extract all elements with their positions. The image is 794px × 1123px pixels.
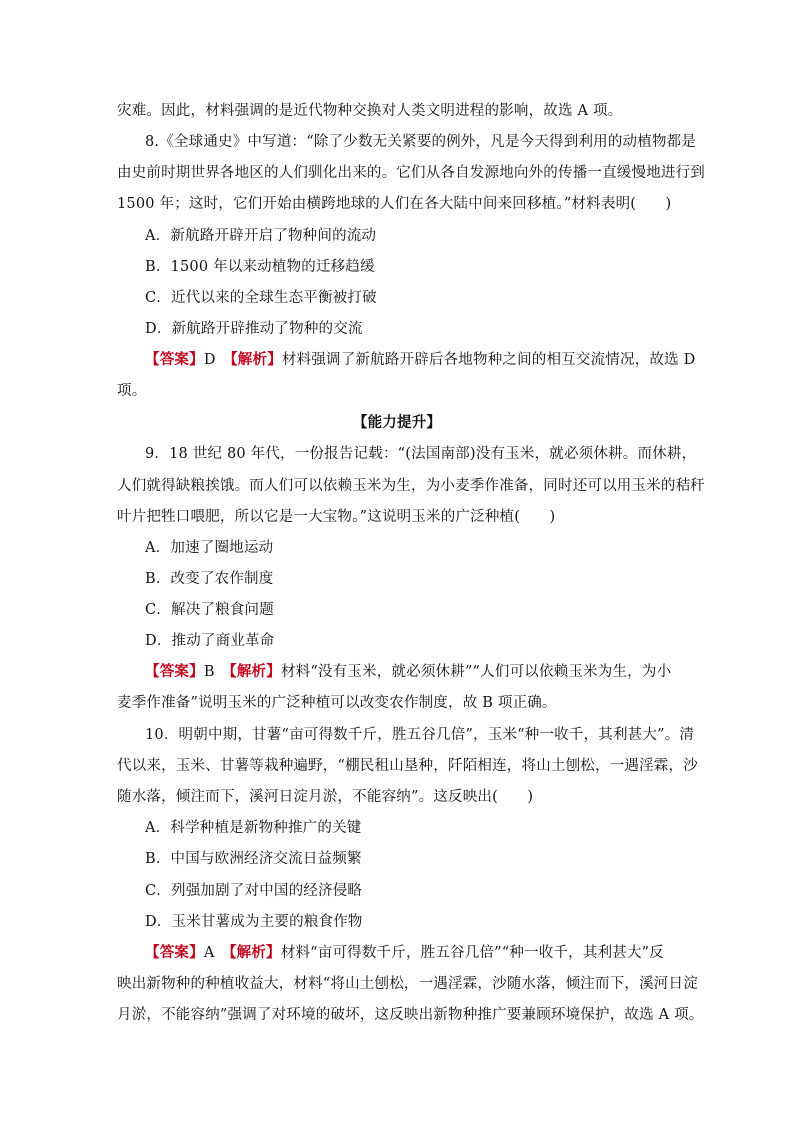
question-9-analysis-line: 麦季作准备”说明玉米的广泛种植可以改变农作制度，故 B 项正确。: [117, 695, 557, 711]
answer-tag: 【答案】: [145, 663, 204, 680]
paragraph-line: 灾难。因此，材料强调的是近代物种交换对人类文明进程的影响，故选 A 项。: [117, 103, 623, 119]
question-10-analysis-line: 映出新物种的种植收益大，材料“将山土刨松，一遇淫霖，沙随水落，倾注而下，溪河日淀: [117, 976, 698, 992]
question-9-option-c: C．解决了粮食问题: [145, 602, 274, 618]
question-10-option-b: B．中国与欧洲经济交流日益频繁: [145, 851, 362, 867]
question-8-option-c: C．近代以来的全球生态平衡被打破: [145, 290, 377, 306]
question-8-answer: [145, 350, 695, 370]
question-10-stem-line: 代以来，玉米、甘薯等栽种遍野，“棚民租山垦种，阡陌相连，将山土刨松，一遇淫霖，沙: [117, 758, 698, 774]
question-9-option-d: D．推动了商业革命: [145, 633, 275, 649]
question-8-stem-line: 1500 年；这时，它们开始由横跨地球的人们在各大陆中间来回移植。”材料表明( ): [117, 196, 672, 212]
question-8-option-a: A．新航路开辟开启了物种间的流动: [145, 228, 377, 244]
question-10-option-a: A．科学种植是新物种推广的关键: [145, 820, 362, 836]
question-9-option-b: B．改变了农作制度: [145, 571, 274, 587]
question-9-stem: 9．18 世纪 80 年代，一份报告记载：“(法国南部)没有玉米，就必须休耕。而休耕，: [145, 446, 697, 462]
question-8-analysis-line: 项。: [117, 383, 147, 399]
analysis-tag: 【解析】: [229, 944, 281, 961]
question-10-option-d: D．玉米甘薯成为主要的粮食作物: [145, 914, 363, 930]
analysis-tag: 【解析】: [229, 663, 281, 680]
answer-value: B: [203, 664, 230, 680]
section-heading: 【能力提升】: [352, 414, 442, 431]
answer-value: D: [203, 352, 231, 368]
analysis-text: 材料“没有玉米，就必须休耕”“人们可以依赖玉米为生，为小: [280, 664, 672, 680]
question-9-stem-line: 人们就得缺粮挨饿。而人们可以依赖玉米为生，为小麦季作准备，同时还可以用玉米的秸秆: [117, 478, 705, 494]
question-8-stem-line: 由史前时期世界各地区的人们驯化出来的。它们从各自发源地向外的传播一直缓慢地进行到: [117, 165, 705, 181]
answer-tag: 【答案】: [145, 351, 204, 368]
analysis-text: 材料“亩可得数千斤，胜五谷几倍”“种一收千，其利甚大”反: [280, 945, 664, 961]
analysis-text: 材料强调了新航路开辟后各地物种之间的相互交流情况，故选 D: [281, 352, 696, 368]
question-10-option-c: C．列强加剧了对中国的经济侵略: [145, 883, 363, 899]
question-8-option-d: D．新航路开辟推动了物种的交流: [145, 321, 363, 337]
answer-tag: 【答案】: [145, 944, 204, 961]
question-9-stem-line: 叶片把牲口喂肥，所以它是一大宝物。”这说明玉米的广泛种植( ): [117, 509, 556, 525]
question-8-stem: 8.《全球通史》中写道：“除了少数无关紧要的例外，凡是今天得到利用的动植物都是: [145, 134, 697, 150]
question-9-answer: [145, 662, 671, 682]
question-10-stem-line: 随水落，倾注而下，溪河日淀月淤，不能容纳”。这反映出( ): [117, 789, 534, 805]
analysis-tag: 【解析】: [230, 351, 282, 368]
question-8-option-b: B．1500 年以来动植物的迁移趋缓: [145, 259, 375, 275]
question-9-option-a: A．加速了圈地运动: [145, 540, 274, 556]
question-10-stem: 10．明朝中期，甘薯“亩可得数千斤，胜五谷几倍”，玉米“种一收千，其利甚大”。清: [145, 727, 695, 743]
question-10-analysis-line: 月淤，不能容纳”强调了对环境的破坏，这反映出新物种推广要兼顾环境保护，故选 A 项。: [117, 1007, 704, 1023]
question-10-answer: [145, 943, 664, 963]
answer-value: A: [203, 945, 230, 961]
